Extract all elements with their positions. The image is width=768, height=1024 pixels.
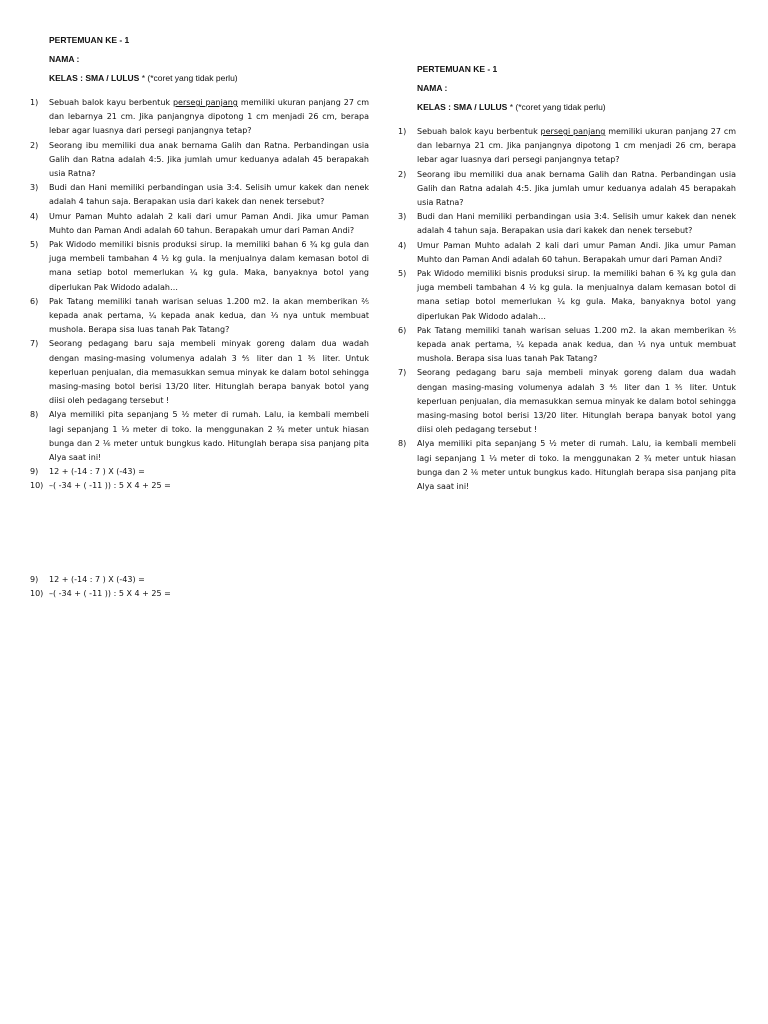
question-item (30, 181, 369, 209)
question-text: Umur Paman Muhto adalah 2 kali dari umur Paman Andi. Jika umur Paman Muhto dan Paman Andi adalah 60 tahun. Berapakah umur dari Paman Andi? (49, 211, 369, 235)
question-text: Alya memiliki pita sepanjang 5 ½ meter di rumah. Lalu, ia kembali membeli lagi sepanjang 1 ⅓ meter di toko. Ia menggunakan 2 ¾ meter untuk hiasan bunga dan 2 ⅙ meter untuk bungkus kado. Hitunglah berapa sisa panjang pita Alya saat ini! (49, 410, 369, 463)
question-number: 5) (30, 240, 39, 250)
question-text: Seorang pedagang baru saja membeli minyak goreng dalam dua wadah dengan masing-masing volumenya adalah 3 ⅘ liter dan 1 ⅗ liter. Untuk keperluan penjualan, dia memasukkan semua minyak ke dalam botol sehingga masing-masing botol berisi 13/20 liter. Hitunglah berapa banyak botol yang diisi oleh pedagang tersebut ! (417, 368, 736, 435)
question-item (398, 125, 736, 168)
question-item (30, 238, 369, 295)
question-item (30, 210, 369, 238)
question-text-part: memiliki ukuran panjang 27 cm dan lebarnya 21 cm. Jika panjangnya dipotong 1 cm menjadi 26 cm, berapa lebar agar luasnya dari persegi panjangnya tetap? (417, 127, 737, 165)
question-list (30, 96, 369, 494)
question-text: 12 + (-14 : 7 ) X (-43) = (49, 575, 145, 584)
question-item (398, 168, 736, 211)
question-item (398, 267, 736, 324)
underlined-term: persegi panjang (172, 98, 238, 107)
right-worksheet (398, 60, 736, 494)
question-text: Pak Widodo memiliki bisnis produksi sirup. Ia memiliki bahan 6 ¾ kg gula dan juga membeli tambahan 4 ½ kg gula. Ia menjualnya dalam kemasan botol di mana setiap botol memerlukan ¼ kg gula. Maka, banyaknya botol yang diperlukan Pak Widodo adalah… (49, 240, 369, 292)
question-item (30, 337, 369, 408)
name-label: NAMA : (417, 83, 448, 93)
question-number: 7) (398, 368, 407, 378)
question-text: Seorang pedagang baru saja membeli minyak goreng dalam dua wadah dengan masing-masing volumenya adalah 3 ⅘ liter dan 1 ⅗ liter. Untuk keperluan penjualan, dia memasukkan semua minyak ke dalam botol sehingga masing-masing botol berisi 13/20 liter. Hitunglah berapa banyak botol yang diisi oleh pedagang tersebut ! (49, 339, 369, 406)
question-text-part: Sebuah balok kayu berbentuk (417, 127, 541, 136)
class-label: KELAS : SMA / LULUS (417, 102, 508, 112)
question-number: 2) (398, 169, 407, 179)
question-number: 8) (30, 410, 39, 420)
question-text: Seorang ibu memiliki dua anak bernama Galih dan Ratna. Perbandingan usia Galih dan Ratna adalah 4:5. Jika jumlah umur keduanya adalah 45 berapakah usia Ratna? (49, 140, 369, 179)
question-item (398, 239, 736, 267)
question-item (30, 479, 369, 493)
worksheet-header (30, 31, 369, 88)
question-item (30, 573, 369, 587)
question-number: 7) (30, 339, 39, 349)
underlined-term: persegi panjang (540, 127, 606, 136)
question-text (417, 125, 736, 168)
question-item (30, 96, 369, 139)
question-number: 8) (398, 439, 407, 449)
question-number: 4) (398, 240, 407, 250)
meeting-title: PERTEMUAN KE - 1 (49, 35, 130, 45)
question-number: 3) (30, 183, 39, 193)
extra-question-list (30, 573, 369, 601)
question-number: 1) (30, 98, 39, 107)
question-item (30, 465, 369, 479)
question-item (398, 210, 736, 238)
question-text: Alya memiliki pita sepanjang 5 ½ meter di rumah. Lalu, ia kembali membeli lagi sepanjang 1 ⅓ meter di toko. Ia menggunakan 2 ¾ meter untuk hiasan bunga dan 2 ⅙ meter untuk bungkus kado. Hitunglah berapa sisa panjang pita Alya saat ini! (417, 439, 736, 492)
question-item (30, 295, 369, 338)
class-note: * (*coret yang tidak perlu) (507, 102, 606, 112)
question-text: Pak Tatang memiliki tanah warisan seluas 1.200 m2. Ia akan memberikan ⅖ kepada anak pertama, ¼ kepada anak kedua, dan ⅓ nya untuk membuat mushola. Berapa sisa luas tanah Pak Tatang? (417, 325, 736, 364)
question-number: 1) (398, 127, 407, 136)
question-number: 6) (30, 296, 39, 306)
question-text: Umur Paman Muhto adalah 2 kali dari umur Paman Andi. Jika umur Paman Muhto dan Paman Andi adalah 60 tahun. Berapakah umur dari Paman Andi? (417, 240, 736, 264)
question-number: 5) (398, 269, 407, 279)
question-item (30, 139, 369, 182)
question-text-part: memiliki ukuran panjang 27 cm dan lebarnya 21 cm. Jika panjangnya dipotong 1 cm menjadi 26 cm, berapa lebar agar luasnya dari persegi panjangnya tetap? (49, 98, 370, 136)
worksheet-header (398, 60, 736, 117)
question-number: 2) (30, 140, 39, 150)
question-number: 4) (30, 211, 39, 221)
question-item (398, 366, 736, 437)
question-number: 3) (398, 212, 407, 222)
question-text: Budi dan Hani memiliki perbandingan usia 3:4. Selisih umur kakek dan nenek adalah 4 tahun saja. Berapakan usia dari kakek dan nenek tersebut? (417, 212, 736, 236)
question-number: 9) (30, 575, 39, 584)
class-note: * (*coret yang tidak perlu) (139, 73, 238, 83)
question-item (30, 408, 369, 465)
left-worksheet (30, 31, 369, 494)
question-number: 9) (30, 467, 39, 477)
question-number: 10) (30, 481, 44, 491)
question-list (398, 125, 736, 494)
meeting-title: PERTEMUAN KE - 1 (417, 64, 498, 74)
question-text: Seorang ibu memiliki dua anak bernama Galih dan Ratna. Perbandingan usia Galih dan Ratna adalah 4:5. Jika jumlah umur keduanya adalah 45 berapakah usia Ratna? (417, 169, 736, 208)
class-label: KELAS : SMA / LULUS (49, 73, 140, 83)
name-label: NAMA : (49, 54, 80, 64)
question-text: –( -34 + ( -11 )) : 5 X 4 + 25 = (49, 589, 171, 599)
question-text: Pak Tatang memiliki tanah warisan seluas 1.200 m2. Ia akan memberikan ⅖ kepada anak pertama, ¼ kepada anak kedua, dan ⅓ nya untuk membuat mushola. Berapa sisa luas tanah Pak Tatang? (49, 296, 369, 335)
question-list (30, 573, 369, 601)
question-text: Budi dan Hani memiliki perbandingan usia 3:4. Selisih umur kakek dan nenek adalah 4 tahun saja. Berapakan usia dari kakek dan nenek tersebut? (49, 183, 369, 207)
question-number: 6) (398, 325, 407, 335)
question-text: 12 + (-14 : 7 ) X (-43) = (49, 467, 145, 477)
question-text: Pak Widodo memiliki bisnis produksi sirup. Ia memiliki bahan 6 ¾ kg gula dan juga membeli tambahan 4 ½ kg gula. Ia menjualnya dalam kemasan botol di mana setiap botol memerlukan ¼ kg gula. Maka, banyaknya botol yang diperlukan Pak Widodo adalah… (417, 269, 736, 321)
question-text: –( -34 + ( -11 )) : 5 X 4 + 25 = (49, 481, 171, 491)
question-text-part: Sebuah balok kayu berbentuk (49, 98, 173, 107)
question-item (30, 587, 369, 601)
question-number: 10) (30, 589, 44, 599)
question-item (398, 324, 736, 367)
question-text (49, 96, 369, 139)
question-item (398, 437, 736, 494)
